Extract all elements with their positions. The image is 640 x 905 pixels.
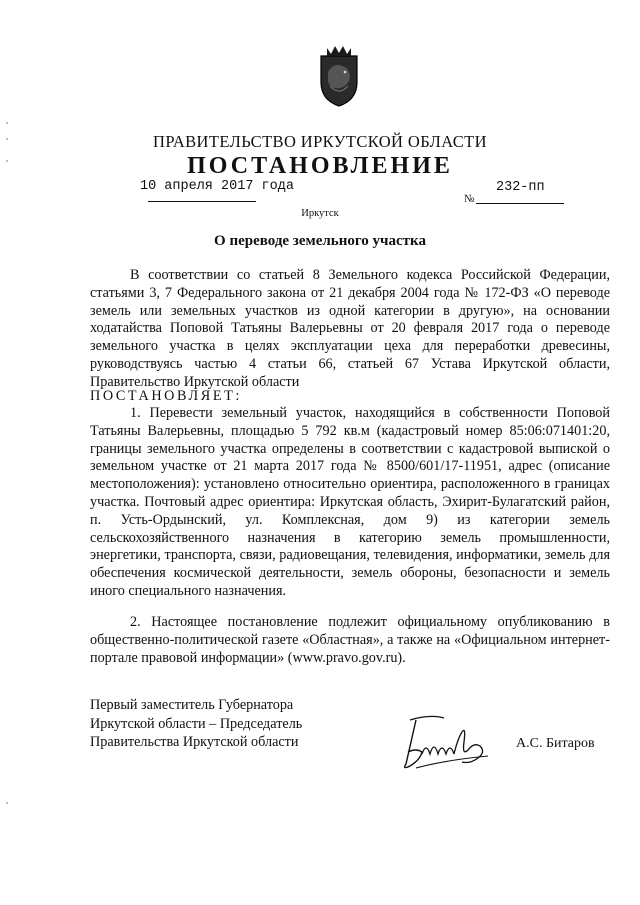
document-heading: О переводе земельного участка <box>214 233 426 249</box>
date-underline <box>148 201 256 202</box>
signatory-title <box>90 696 302 752</box>
document-type-title: ПОСТАНОВЛЕНИЕ <box>187 153 453 179</box>
handwritten-signature-icon <box>396 712 504 772</box>
scan-mark <box>6 802 8 804</box>
scan-mark <box>6 138 8 140</box>
irkutsk-coat-of-arms-icon <box>316 42 362 108</box>
government-title: ПРАВИТЕЛЬСТВО ИРКУТСКОЙ ОБЛАСТИ <box>153 132 487 151</box>
document-date: 10 апреля 2017 года <box>140 179 294 194</box>
signatory-name: А.С. Битаров <box>516 736 595 751</box>
number-underline <box>476 203 564 204</box>
city-name: Иркутск <box>301 208 339 219</box>
number-label: № <box>464 193 475 205</box>
scan-mark <box>6 160 8 162</box>
signatory-title-line-3: Правительства Иркутской области <box>90 734 299 751</box>
preamble-paragraph: В соответствии со статьей 8 Земельного кодекса Российской Федерации, статьями 3, 7 Федерального закона от 21 декабря 2004 года № 172-ФЗ «О переводе земель или земельных участков из одной категории в другую», на основании ходатайства Поповой Татьяны Валерьевны от 20 февраля 2017 года о переводе земельного участка в целях эксплуатации цеха для переработки древесины, руководствуясь частью 4 статьи 66, статьей 67 Устава Иркутской области, Правительство Иркутской области <box>90 267 610 390</box>
decree-item-1: 1. Перевести земельный участок, находящийся в собственности Поповой Татьяны Валерьевны, площадью 5 792 кв.м (кадастровый номер 85:06:071401:20, границы земельного участка определены в соответствии с кадастровой выпиской о земельном участке от 21 марта 2017 года № 8500/601/17-11951, адрес (описание местоположения): установлено относительно ориентира, расположенного в границах участка. Почтовый адрес ориентира: Иркутская область, Эхирит-Булагатский район, п. Усть-Ордынский, ул. Комплексная, дом 9) из категории земель сельскохозяйственного назначения в категорию земель промышленности, энергетики, транспорта, связи, радиовещания, телевидения, информатики, земель для обеспечения космической деятельности, земель обороны, безопасности и земель иного специального назначения. <box>90 405 610 599</box>
decree-item-2: 2. Настоящее постановление подлежит официальному опубликованию в общественно-политической газете «Областная», а также на «Официальном интернет-портале правовой информации» (www.pravo.gov.ru). <box>90 614 610 666</box>
document-number: 232-пп <box>496 180 545 195</box>
decree-word: ПОСТАНОВЛЯЕТ: <box>90 388 242 404</box>
signatory-title-line-2: Иркутской области – Председатель <box>90 715 303 732</box>
signatory-title-line-1: Первый заместитель Губернатора <box>90 697 294 713</box>
scan-mark <box>6 122 8 124</box>
